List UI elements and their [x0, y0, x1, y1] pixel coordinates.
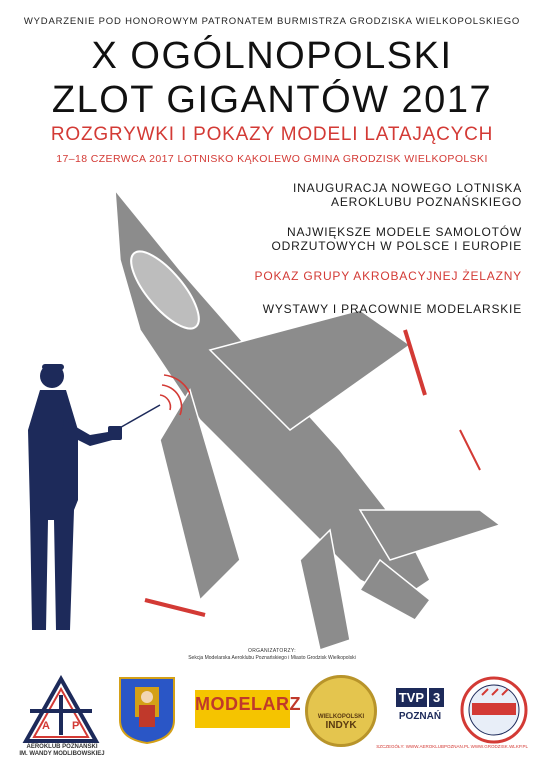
aeroklub-logo [22, 675, 100, 745]
feature-2-line2: ODRZUTOWYCH W POLSCE I EUROPIE [271, 239, 522, 253]
tvp-number: 3 [429, 688, 444, 707]
zelazny-logo [458, 675, 530, 745]
feature-1-line1: INAUGURACJA NOWEGO LOTNISKA [293, 181, 522, 195]
feature-2 [222, 225, 522, 253]
feature-3 [222, 269, 522, 283]
modelarz-logo [195, 690, 301, 728]
feature-4 [222, 302, 522, 316]
aeroklub-caption-line2: IM. WANDY MODLIBOWSKIEJ [19, 751, 105, 757]
feature-2-line1: NAJWIĘKSZE MODELE SAMOLOTÓW [287, 225, 522, 239]
feature-3-line1: POKAZ GRUPY AKROBACYJNEJ ŻELAZNY [254, 269, 522, 283]
title-line-1: X OGÓLNOPOLSKI [91, 35, 453, 77]
signal-wave-2 [162, 385, 182, 415]
aeroklub-caption-line1: AEROKLUB POZNAŃSKI [26, 744, 98, 750]
tvp-city: POZNAŃ [398, 711, 442, 722]
feature-1 [222, 181, 522, 209]
tvp-text: TVP [396, 688, 427, 707]
footer-links: SZCZEGÓŁY: WWW.AEROKLUBPOZNAN.PL WWW.GRODZISK.WLKP.PL [376, 744, 528, 749]
feature-1-line2: AEROKLUBU POZNAŃSKIEGO [331, 195, 522, 209]
indyk-line2: INDYK [325, 720, 357, 731]
grodzisk-coat-of-arms [117, 675, 177, 745]
feature-4-line1: WYSTAWY I PRACOWNIE MODELARSKIE [262, 302, 522, 316]
modelarz-text: MODELARZ [195, 694, 301, 714]
organizers-text: Sekcja Modelarska Aeroklubu Poznańskiego i Miasto Grodzisk Wielkopolski [188, 655, 356, 661]
indyk-line1: WIELKOPOLSKI [317, 714, 365, 720]
dateline: 17–18 CZERWCA 2017 LOTNISKO KĄKOLEWO GMINA GRODZISK WIELKOPOLSKI [56, 153, 488, 165]
organizers-label: ORGANIZATORZY: [248, 648, 296, 654]
wingtip-rail-right [405, 330, 425, 395]
subtitle: ROZGRYWKI I POKAZY MODELI LATAJĄCYCH [50, 124, 494, 145]
tail-accent [460, 430, 480, 470]
svg-text:A: A [42, 720, 50, 732]
pilot-cap [42, 364, 64, 370]
patronage-text: WYDARZENIE POD HONOROWYM PATRONATEM BURMISTRZA GRODZISKA WIELKOPOLSKIEGO [23, 16, 521, 27]
pilot-silhouette [20, 360, 190, 640]
tvp3-mark [390, 688, 450, 707]
aeroklub-caption [18, 744, 106, 758]
signal-wave-3 [164, 375, 190, 420]
transmitter-antenna [116, 405, 160, 430]
indyk-logo [305, 675, 377, 747]
svg-text:P: P [72, 720, 80, 732]
signal-wave-1 [160, 395, 170, 410]
title-line-2: ZLOT GIGANTÓW 2017 [51, 79, 493, 121]
